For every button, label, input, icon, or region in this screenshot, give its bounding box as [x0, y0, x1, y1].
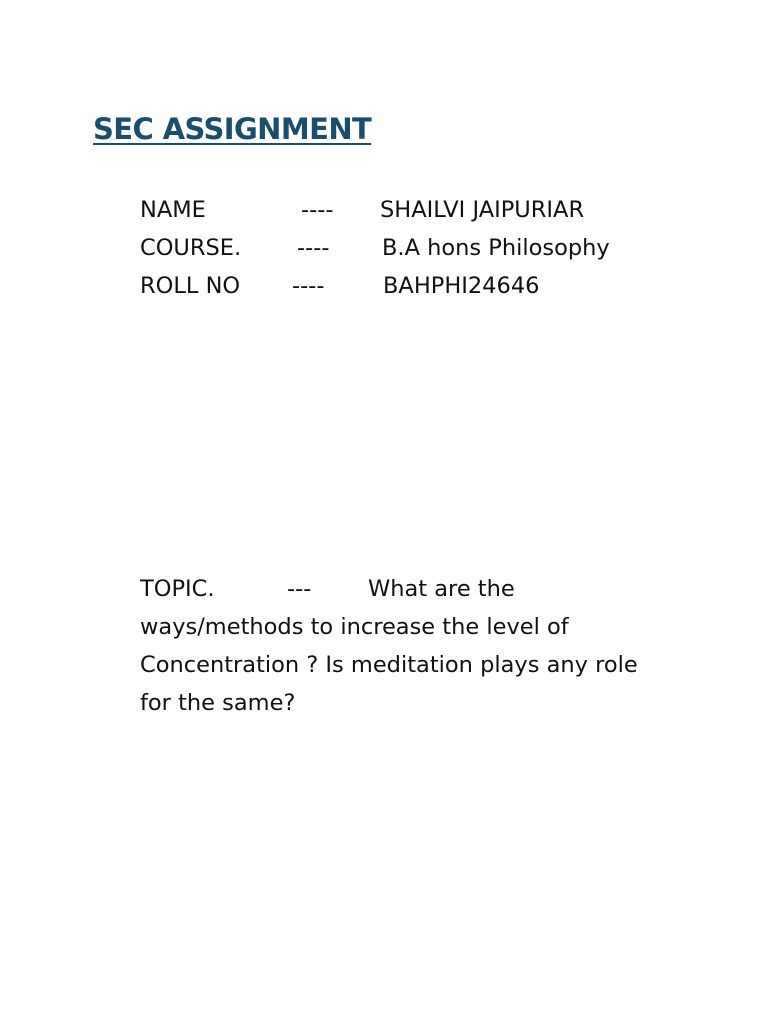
topic-line: [140, 608, 700, 646]
topic-separator: ---: [287, 576, 312, 602]
info-label-roll-no: ROLL NO: [140, 273, 241, 299]
topic-line: [140, 684, 700, 722]
topic-section: [140, 570, 700, 722]
topic-line: [140, 570, 700, 608]
topic-text: Concentration ? Is meditation plays any role: [140, 652, 638, 678]
topic-text: What are the: [368, 576, 515, 602]
page-title: SEC ASSIGNMENT: [93, 112, 372, 146]
topic-label: TOPIC.: [140, 576, 215, 602]
info-separator: ----: [292, 273, 325, 299]
info-value-roll-no: BAHPHI24646: [383, 273, 540, 299]
info-separator: ----: [301, 197, 334, 223]
info-label-name: NAME: [140, 197, 206, 223]
info-value-course: B.A hons Philosophy: [382, 235, 610, 261]
info-label-course: COURSE.: [140, 235, 242, 261]
topic-line: [140, 646, 700, 684]
topic-text: ways/methods to increase the level of: [140, 614, 569, 640]
topic-text: for the same?: [140, 690, 296, 716]
info-value-name: SHAILVI JAIPURIAR: [380, 197, 585, 223]
info-separator: ----: [297, 235, 330, 261]
